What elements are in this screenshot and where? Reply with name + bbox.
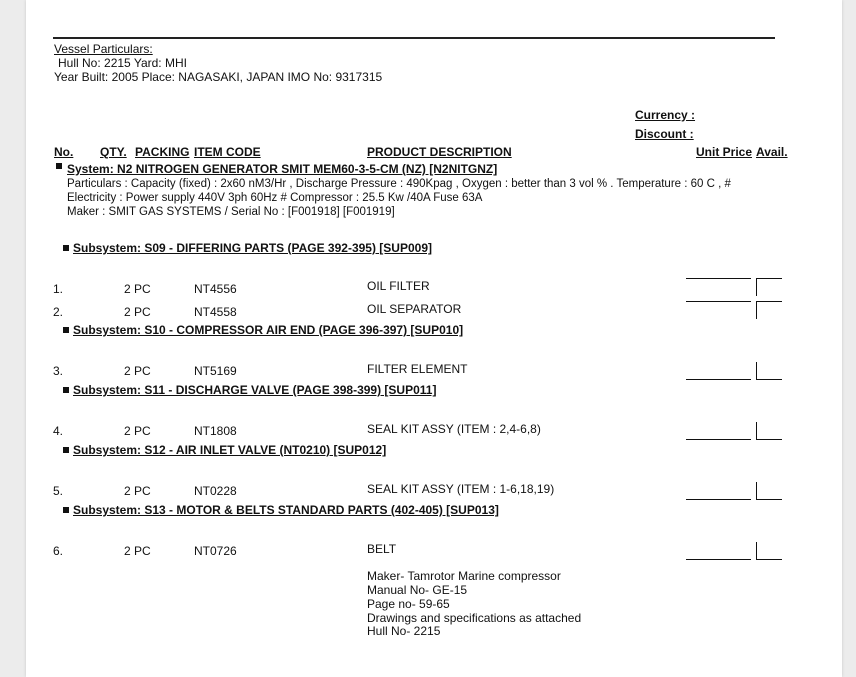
currency-label: Currency : <box>635 108 696 122</box>
avail-field[interactable] <box>756 362 782 380</box>
item-code: NT4556 <box>194 282 237 296</box>
subsystem-bullet <box>63 327 69 333</box>
system-bullet <box>56 163 62 169</box>
unit-price-field[interactable] <box>686 301 751 302</box>
col-no: No. <box>54 145 74 159</box>
item-qty: 2 PC <box>124 282 151 296</box>
note-maker: Maker- Tamrotor Marine compressor <box>367 569 561 583</box>
system-electricity: Electricity : Power supply 440V 3ph 60Hz # Compressor : 25.5 Kw /40A Fuse 63A <box>67 192 483 204</box>
item-qty: 2 PC <box>124 424 151 438</box>
note-hull: Hull No- 2215 <box>367 624 441 638</box>
col-qty: QTY. <box>100 145 127 159</box>
item-code: NT1808 <box>194 424 237 438</box>
subsystem-bullet <box>63 447 69 453</box>
col-avail: Avail. <box>756 145 788 159</box>
avail-field[interactable] <box>756 422 782 440</box>
item-code: NT4558 <box>194 305 237 319</box>
item-desc: SEAL KIT ASSY (ITEM : 2,4-6,8) <box>367 422 541 436</box>
discount-label: Discount : <box>635 127 694 141</box>
vessel-hull-yard: Hull No: 2215 Yard: MHI <box>58 56 187 70</box>
unit-price-field[interactable] <box>686 278 751 279</box>
item-code: NT5169 <box>194 364 237 378</box>
vessel-heading: Vessel Particulars: <box>54 42 153 56</box>
system-particulars: Particulars : Capacity (fixed) : 2x60 nM3/Hr , Discharge Pressure : 490Kpag , Oxygen : better than 3 vol % . Temperature : 60 C , # <box>67 178 731 190</box>
unit-price-field[interactable] <box>686 499 751 500</box>
col-unit-price: Unit Price <box>696 145 753 159</box>
item-qty: 2 PC <box>124 484 151 498</box>
item-desc: BELT <box>367 542 397 556</box>
item-desc: FILTER ELEMENT <box>367 362 468 376</box>
system-title: System: N2 NITROGEN GENERATOR SMIT MEM60-3-5-CM (NZ) [N2NITGNZ] <box>67 162 498 176</box>
avail-field[interactable] <box>756 278 782 296</box>
avail-field[interactable] <box>756 542 782 560</box>
item-no: 6. <box>53 544 64 558</box>
avail-field[interactable] <box>756 301 782 319</box>
item-code: NT0228 <box>194 484 237 498</box>
col-item-code: ITEM CODE <box>194 145 261 159</box>
item-qty: 2 PC <box>124 544 151 558</box>
vessel-year-place-imo: Year Built: 2005 Place: NAGASAKI, JAPAN IMO No: 9317315 <box>54 70 383 84</box>
system-maker: Maker : SMIT GAS SYSTEMS / Serial No : [F001918] [F001919] <box>67 206 395 218</box>
subsystem-s12: Subsystem: S12 - AIR INLET VALVE (NT0210) [SUP012] <box>73 443 387 457</box>
item-no: 4. <box>53 424 64 438</box>
unit-price-field[interactable] <box>686 559 751 560</box>
subsystem-bullet <box>63 387 69 393</box>
item-desc: OIL SEPARATOR <box>367 302 462 316</box>
note-page: Page no- 59-65 <box>367 597 450 611</box>
subsystem-s13: Subsystem: S13 - MOTOR & BELTS STANDARD PARTS (402-405) [SUP013] <box>73 503 499 517</box>
col-packing: PACKING <box>135 145 190 159</box>
header-rule <box>53 37 775 39</box>
subsystem-s10: Subsystem: S10 - COMPRESSOR AIR END (PAGE 396-397) [SUP010] <box>73 323 464 337</box>
document-page <box>26 0 842 677</box>
item-qty: 2 PC <box>124 364 151 378</box>
subsystem-s11: Subsystem: S11 - DISCHARGE VALVE (PAGE 398-399) [SUP011] <box>73 383 437 397</box>
item-no: 1. <box>53 282 64 296</box>
item-desc: OIL FILTER <box>367 279 430 293</box>
item-qty: 2 PC <box>124 305 151 319</box>
avail-field[interactable] <box>756 482 782 500</box>
item-no: 2. <box>53 305 64 319</box>
item-no: 3. <box>53 364 64 378</box>
subsystem-s09: Subsystem: S09 - DIFFERING PARTS (PAGE 392-395) [SUP009] <box>73 241 432 255</box>
subsystem-bullet <box>63 507 69 513</box>
item-desc: SEAL KIT ASSY (ITEM : 1-6,18,19) <box>367 482 555 496</box>
unit-price-field[interactable] <box>686 439 751 440</box>
col-description: PRODUCT DESCRIPTION <box>367 145 512 159</box>
note-drawings: Drawings and specifications as attached <box>367 611 582 625</box>
item-no: 5. <box>53 484 64 498</box>
subsystem-bullet <box>63 245 69 251</box>
unit-price-field[interactable] <box>686 379 751 380</box>
item-code: NT0726 <box>194 544 237 558</box>
note-manual: Manual No- GE-15 <box>367 583 468 597</box>
